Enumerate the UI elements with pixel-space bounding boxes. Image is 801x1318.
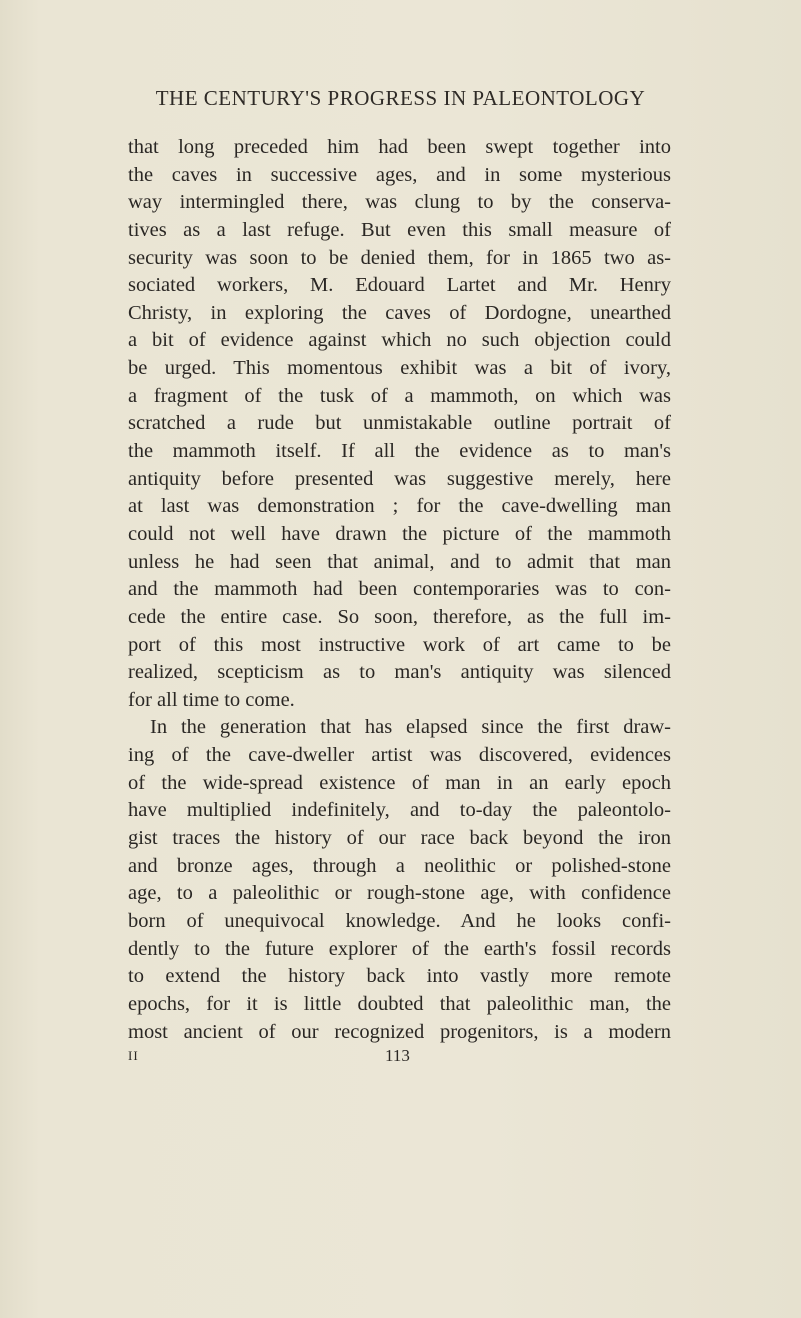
text-line: a bit of evidence against which no such objection could [128,329,671,352]
text-line: a fragment of the tusk of a mammoth, on which was [128,384,671,407]
text-line: ing of the cave-dweller artist was discovered, evidences [128,744,671,767]
text-line: unless he had seen that animal, and to admit that man [128,550,671,573]
text-line: port of this most instructive work of art came to be [128,633,671,656]
text-line: sociated workers, M. Edouard Lartet and Mr. Henry [128,274,671,297]
running-header: THE CENTURY'S PROGRESS IN PALEONTOLOGY [155,86,646,110]
text-line: cede the entire case. So soon, therefore, as the full im- [128,605,671,628]
text-line: In the generation that has elapsed since the first draw- [150,716,671,739]
text-line: security was soon to be denied them, for in 1865 two as- [128,246,671,269]
text-line: dently to the future explorer of the earth's fossil records [128,937,671,960]
text-line: antiquity before presented was suggestive merely, here [128,467,671,490]
text-line: age, to a paleolithic or rough-stone age, with confidence [128,882,671,905]
text-line: and the mammoth had been contemporaries was to con- [128,578,671,601]
text-line: epochs, for it is little doubted that paleolithic man, the [128,992,671,1015]
text-line: could not well have drawn the picture of the mammoth [128,522,671,545]
text-line: at last was demonstration ; for the cave-dwelling man [128,495,671,518]
text-line: realized, scepticism as to man's antiquity was silenced [128,661,671,684]
text-line: way intermingled there, was clung to by the conserva- [128,191,671,214]
text-line: the caves in successive ages, and in some mysterious [128,163,671,186]
page-number: 113 [385,1046,410,1065]
text-line: of the wide-spread existence of man in an early epoch [128,771,671,794]
text-line: that long preceded him had been swept together into [128,136,671,158]
text-line: born of unequivocal knowledge. And he looks confi- [128,909,671,932]
text-line: have multiplied indefinitely, and to-day the paleontolo- [128,799,671,822]
text-line: for all time to come. [128,688,295,711]
text-line: tives as a last refuge. But even this small measure of [128,218,671,241]
text-line: Christy, in exploring the caves of Dordogne, unearthed [128,301,671,324]
body-text [128,134,671,1046]
text-line: gist traces the history of our race back beyond the iron [128,827,671,850]
text-line: the mammoth itself. If all the evidence as to man's [128,440,671,463]
text-line: be urged. This momentous exhibit was a bit of ivory, [128,357,671,380]
text-line: scratched a rude but unmistakable outline portrait of [128,412,671,435]
text-line: most ancient of our recognized progenitors, is a modern [128,1020,671,1043]
text-line: to extend the history back into vastly more remote [128,965,671,988]
text-line: and bronze ages, through a neolithic or polished-stone [128,854,671,877]
signature-mark: II [128,1048,139,1063]
